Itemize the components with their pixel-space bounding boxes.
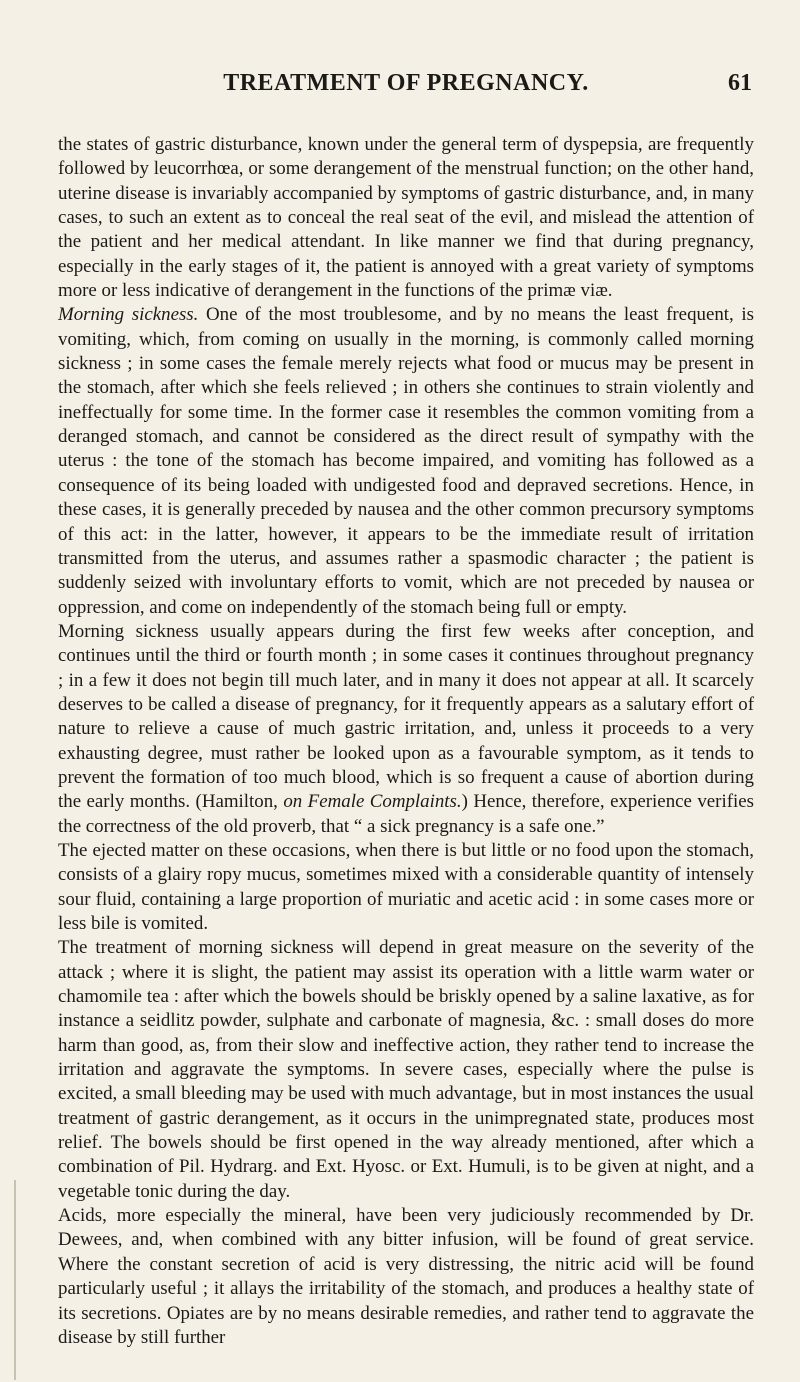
- paragraph-onset: [58, 620, 754, 839]
- paragraph-text: Morning sickness usually appears during the first few weeks after conception, and continues until the third or fourth month ; in some cases it continues throughout pregnancy ; in a few it does not begin till much later, and in many it does not appear at all. It scarcely deserves to be called a disease of pregnancy, for it frequently appears as a salutary effort of nature to relieve a cause of much gastric irritation, and, unless it proceeds to a very exhausting degree, must rather be looked upon as a favourable symptom, as it tends to prevent the formation of too much blood, which is so frequent a cause of abortion during the early months. (Hamilton,: [58, 620, 754, 813]
- section-heading-morning-sickness: Morning sickness.: [58, 304, 199, 326]
- paragraph-text: The ejected matter on these occasions, when there is but little or no food upon the stomach, consists of a glairy ropy mucus, sometimes mixed with a considerable quantity of intensely sour fluid, containing a large proportion of muriatic and acetic acid : in some cases more or less bile is vomited.: [58, 839, 754, 934]
- paragraph-morning-sickness: [58, 303, 754, 619]
- paragraph-text: the states of gastric disturbance, known under the general term of dyspepsia, are frequently followed by leucorrhœa, or some derangement of the menstrual function; on the other hand, uterine disease is invariably accompanied by symptoms of gastric disturbance, and, in many cases, to such an extent as to conceal the real seat of the evil, and mislead the attention of the patient and her medical attendant. In like manner we find that during pregnancy, especially in the early stages of it, the patient is annoyed with a great variety of symptoms more or less indicative of derangement in the functions of the primæ viæ.: [58, 134, 754, 302]
- paragraph-text: Acids, more especially the mineral, have been very judiciously recommended by Dr. Dewees, and, when combined with any bitter infusion, will be found of great service. Where the constant secretion of acid is very distressing, the nitric acid will be found particularly useful ; it allays the irritability of the stomach, and produces a healthy state of its secretions. Opiates are by no means desirable remedies, and rather tend to aggravate the disease by still further: [58, 1205, 754, 1348]
- binding-shadow: [14, 1180, 16, 1380]
- paragraph-ejected-matter: [58, 839, 754, 936]
- paragraph-dyspepsia: [58, 133, 754, 303]
- paragraph-text: ) Hence, therefore, experience verifies the correctness of the old proverb, that “ a sick pregnancy is a safe one.”: [58, 791, 754, 837]
- paragraph-text: One of the most troublesome, and by no means the least frequent, is vomiting, which, from coming on usually in the morning, is commonly called morning sickness ; in some cases the female merely rejects what food or mucus may be present in the stomach, after which she feels relieved ; in others she continues to strain violently and ineffectually for some time. In the former case it resembles the common vomiting from a deranged stomach, and cannot be considered as the direct result of sympathy with the uterus : the tone of the stomach has become impaired, and vomiting has followed as a consequence of its being loaded with undigested food and depraved secretions. Hence, in these cases, it is generally preceded by nausea and the other common precursory symptoms of this act: in the latter, however, it appears to be the immediate result of irritation transmitted from the uterus, and assumes rather a spasmodic character ; the patient is suddenly seized with involuntary efforts to vomit, which are not preceded by nausea or oppression, and come on independently of the stomach being full or empty.: [58, 304, 754, 618]
- body-text: [58, 133, 754, 1350]
- paragraph-acids: [58, 1204, 754, 1350]
- paragraph-text: The treatment of morning sickness will depend in great measure on the severity of the attack ; where it is slight, the patient may assist its operation with a little warm water or chamomile tea : after which the bowels should be briskly opened by a saline laxative, as for instance a seidlitz powder, sulphate and carbonate of magnesia, &c. : small doses do more harm than good, as, from their slow and ineffective action, they rather tend to increase the irritation and aggravate the symptoms. In severe cases, especially where the pulse is excited, a small bleeding may be used with much advantage, but in most instances the usual treatment of gastric derangement, as it occurs in the unimpregnated state, produces most relief. The bowels should be first opened in the way already mentioned, after which a combination of Pil. Hydrarg. and Ext. Hyosc. or Ext. Humuli, is to be given at night, and a vegetable tonic during the day.: [58, 937, 754, 1202]
- page-number: 61: [728, 70, 752, 96]
- running-head: TREATMENT OF PREGNANCY.: [223, 70, 589, 96]
- paragraph-treatment: [58, 936, 754, 1204]
- citation-title: on Female Complaints.: [283, 791, 462, 813]
- page-header: [60, 70, 752, 110]
